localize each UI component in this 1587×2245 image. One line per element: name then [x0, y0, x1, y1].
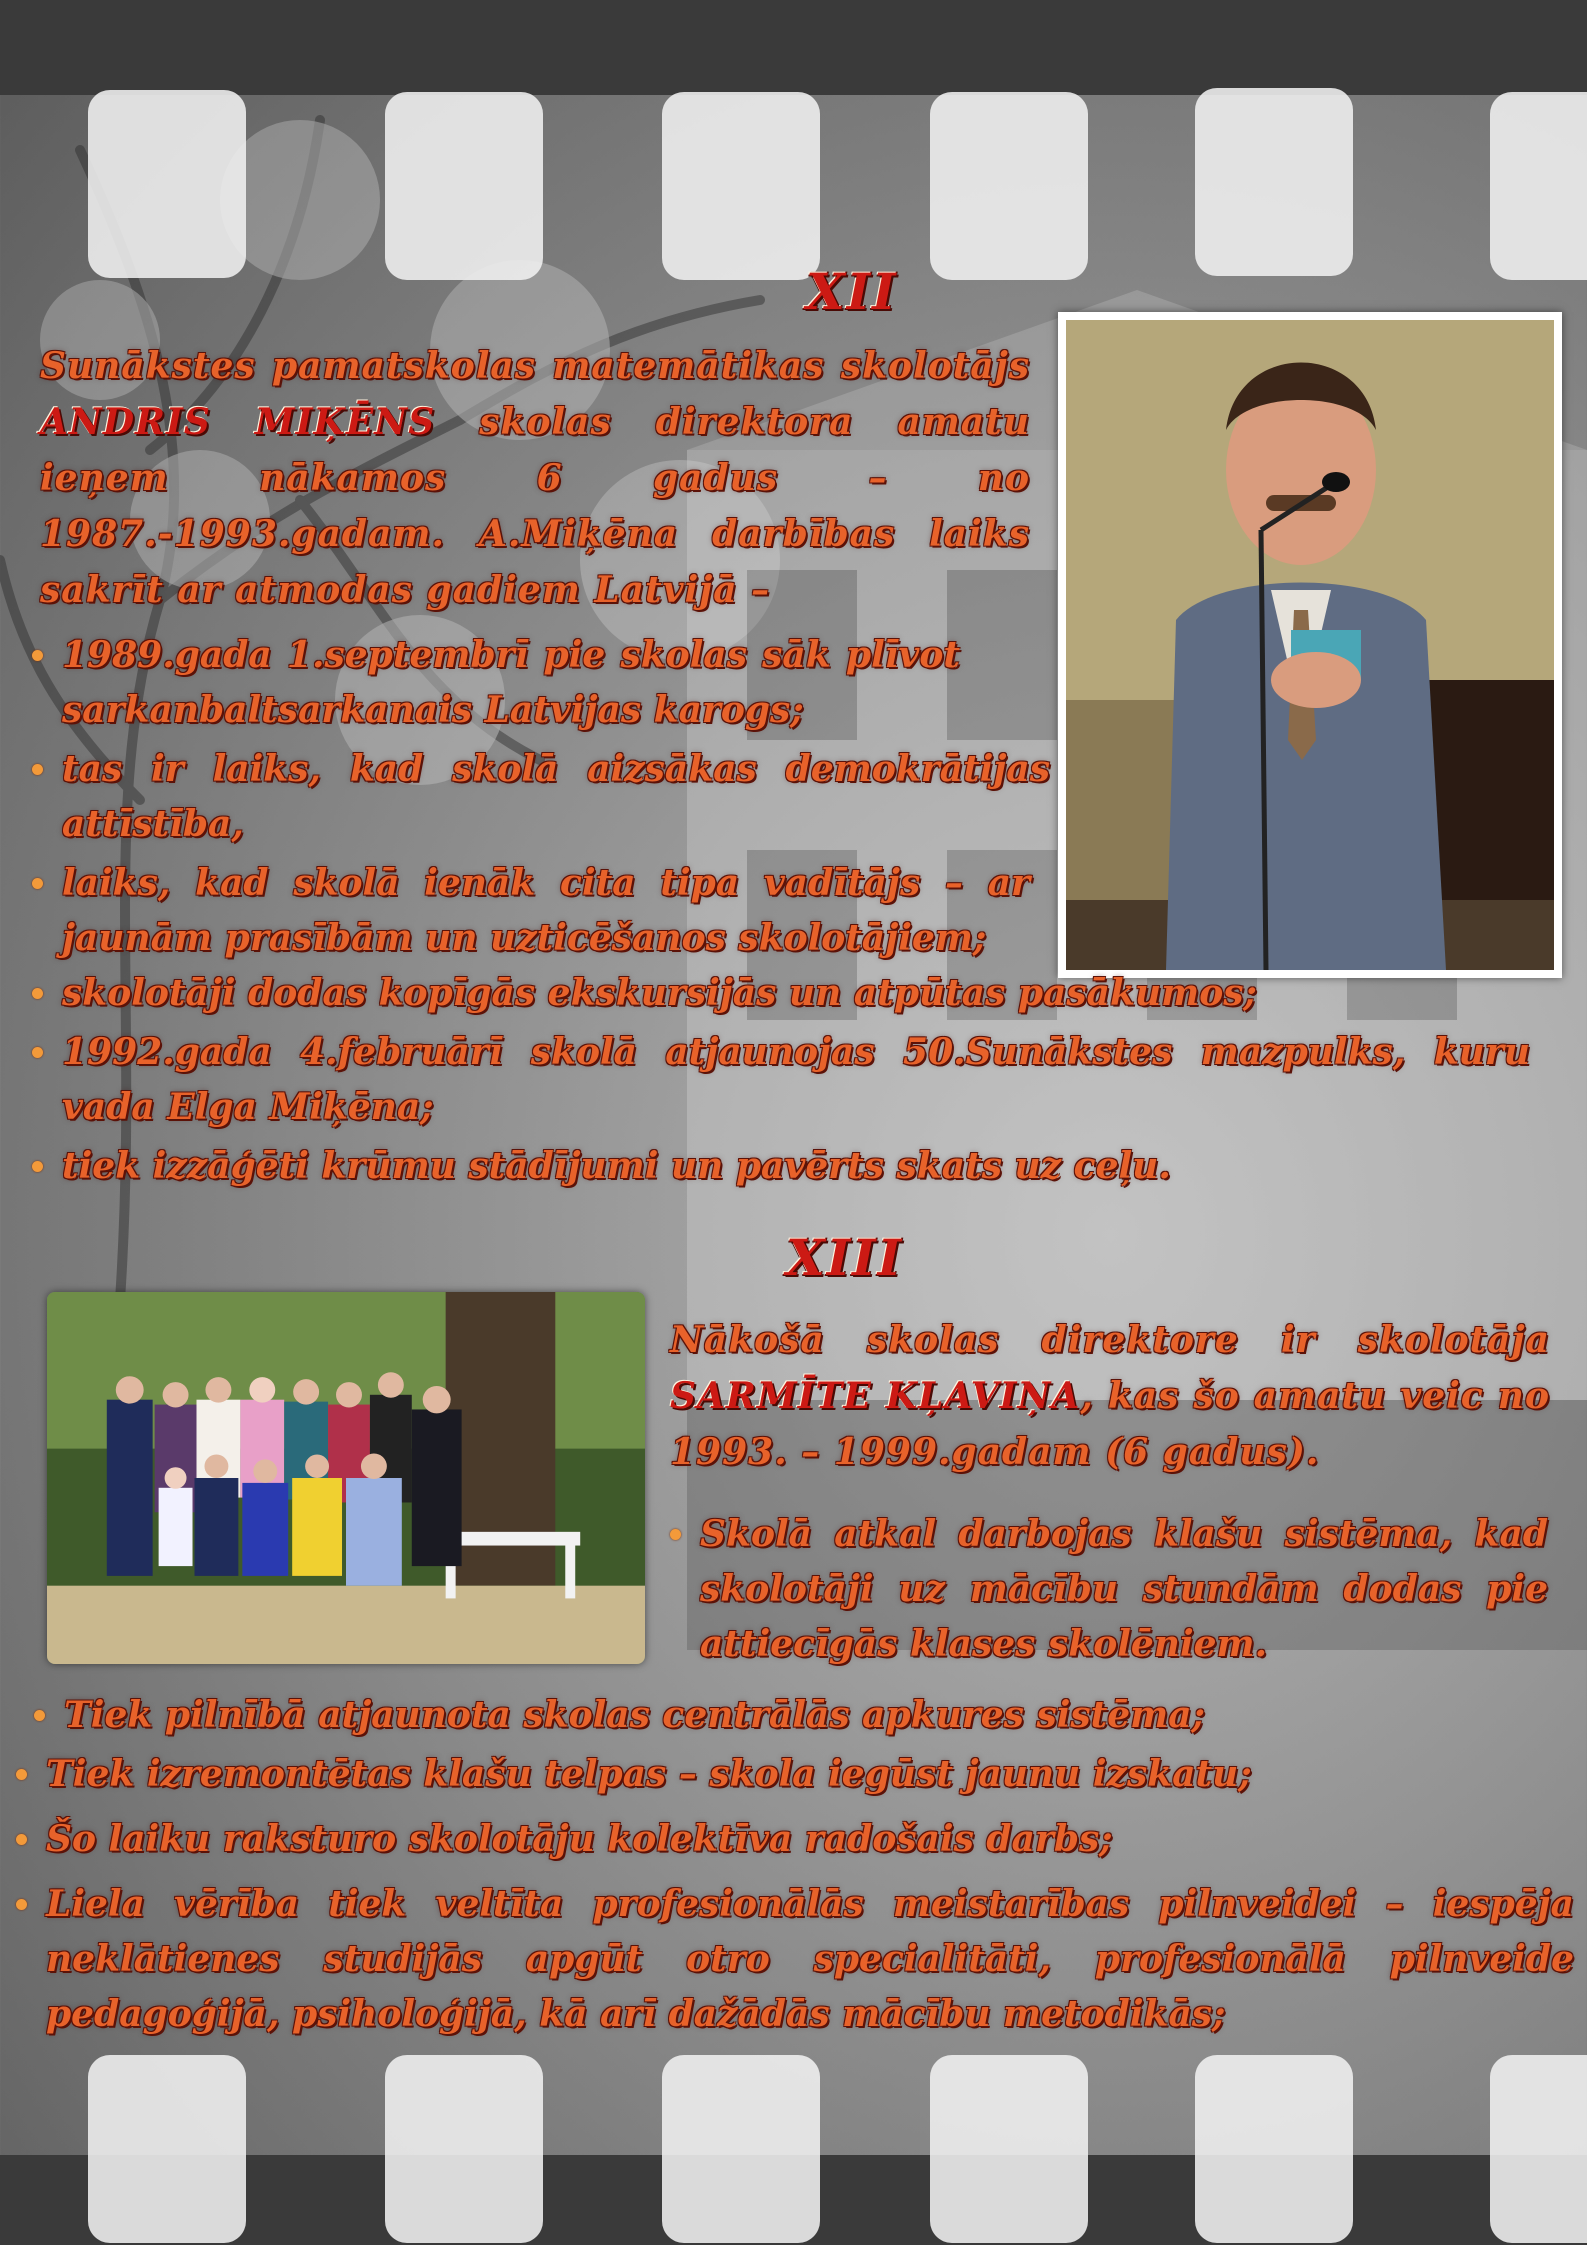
paragraph-text: Sunākstes pamatskolas matemātikas skolotājs: [40, 345, 1030, 387]
list-item: 1989.gada 1.septembrī pie skolas sāk plīvot sarkanbaltsarkanais Latvijas karogs;: [30, 628, 1050, 738]
film-hole: [88, 2055, 246, 2243]
list-item: tiek izzāģēti krūmu stādījumi un pavērts skats uz ceļu.: [30, 1139, 1530, 1194]
staff-group-photo-icon: [47, 1292, 645, 1664]
list-item: skolotāji dodas kopīgās ekskursijās un atpūtas pasākumos;: [30, 966, 1530, 1021]
portrait-photo-frame: [1058, 312, 1562, 978]
list-item: Liela vērība tiek veltīta profesionālās meistarības pilnveidei – iespēja neklātienes studijās apgūt otro specialitāti, profesionālā pilnveide pedagoģijā, psiholoģijā, kā arī dažādās mācību metodikās;: [14, 1877, 1574, 2042]
director-name: ANDRIS MIĶĒNS: [40, 401, 436, 443]
film-hole: [1195, 88, 1353, 276]
list-item: laiks, kad skolā ienāk cita tipa vadītājs – ar jaunām prasībām un uzticēšanos skolotājiem;: [30, 856, 1050, 966]
list-item: Šo laiku raksturo skolotāju kolektīva radošais darbs;: [14, 1812, 1574, 1867]
film-hole: [385, 92, 543, 280]
director-name: SARMĪTE KĻAVIŅA: [670, 1375, 1081, 1417]
film-hole: [1195, 2055, 1353, 2243]
section-xii-paragraph: [40, 338, 1030, 618]
film-hole: [88, 90, 246, 278]
film-hole: [1490, 92, 1587, 280]
list-item: 1992.gada 4.februārī skolā atjaunojas 50.Sunākstes mazpulks, kuru vada Elga Miķēna;: [30, 1025, 1530, 1135]
section-xiii-paragraph: [670, 1312, 1550, 1480]
section-heading-xii: XII: [806, 262, 898, 321]
list-item: Skolā atkal darbojas klašu sistēma, kad skolotāji uz mācību stundām dodas pie attiecīgās klases skolēniem.: [668, 1507, 1548, 1672]
paragraph-text: skolas direktora amatu ieņem nākamos 6 gadus – no 1987.-1993.gadam. A.Miķēna darbības laiks sakrīt ar atmodas gadiem Latvijā –: [40, 401, 1030, 611]
paragraph-text: Nākošā skolas direktore ir skolotāja: [670, 1319, 1550, 1361]
list-item: tas ir laiks, kad skolā aizsākas demokrātijas attīstība,: [30, 742, 1050, 852]
man-at-microphone-photo-icon: [1066, 320, 1554, 970]
section-xii-bullets-top: [30, 628, 1050, 970]
section-xiii-bullets: [14, 1688, 1574, 2046]
film-hole: [662, 92, 820, 280]
film-hole: [1490, 2055, 1587, 2243]
section-xii-bullets-bottom: [30, 966, 1530, 1198]
list-item: Tiek izremontētas klašu telpas – skola iegūst jaunu izskatu;: [14, 1747, 1574, 1802]
paragraph-text: , kas šo amatu veic no 1993. – 1999.gadam (6 gadus).: [670, 1375, 1550, 1473]
film-strip-top: [0, 0, 1587, 95]
section-xiii-side-bullet: [668, 1507, 1548, 1676]
group-photo-frame: [47, 1292, 645, 1664]
list-item: Tiek pilnībā atjaunota skolas centrālās apkures sistēma;: [32, 1688, 1574, 1743]
film-hole: [385, 2055, 543, 2243]
film-hole: [930, 92, 1088, 280]
section-heading-xiii: XIII: [786, 1228, 903, 1287]
film-hole: [930, 2055, 1088, 2243]
film-hole: [662, 2055, 820, 2243]
